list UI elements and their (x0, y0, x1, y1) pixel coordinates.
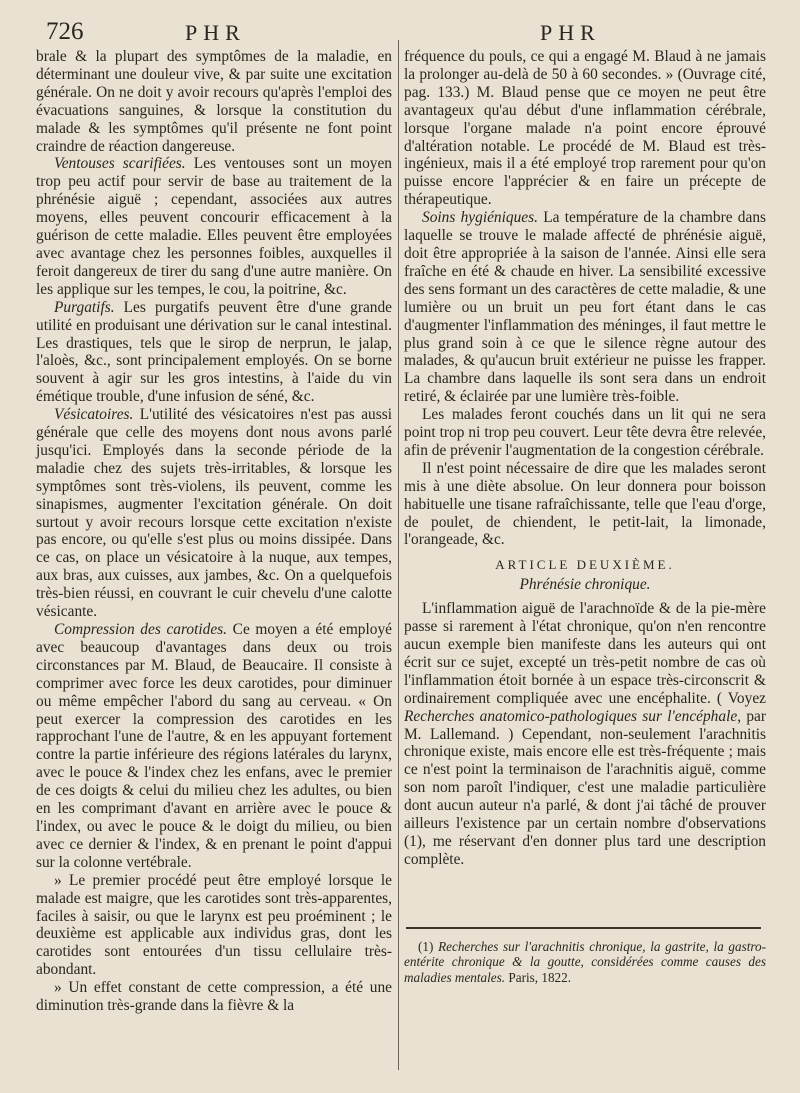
article-heading: ARTICLE DEUXIÈME. (495, 557, 675, 573)
paragraph-text: L'utilité des vésicatoires n'est pas aussi générale que celle des moyens dont nous avons parlé jusqu'ici. Employés dans la seconde période de la maladie chez des sujets très-irritables, & lorsque les symptômes sont très-violens, ils peuvent, comme les sinapismes, augmenter l'excitation générale. On doit surtout y avoir recours lorsque cette excitation n'existe pas encore, ou qu'elle s'est plus ou moins dissipée. Dans ce cas, on place un vésicatoire à la nuque, aux tempes, aux bras, aux cuisses, aux jambes, &c. On a quelquefois très-bien réussi, en couvrant le cuir chevelu d'une calotte vésicante. (36, 406, 392, 621)
paragraph-text: La température de la chambre dans laquelle se trouve le malade affecté de phrénésie aiguë, doit être appropriée à la saison de l'année. Ainsi elle sera fraîche en été & chaude en hiver. La sensibilité excessive des sens formant un des caractères de cette maladie, & une lumière ou un bruit un peu fort étant dans le cas d'augmenter l'inflammation des méninges, il faut mettre le plus grand soin à ce que le silence règne autour des malades, & qu'aucun bruit extérieur ne puisse les frapper. La chambre dans laquelle ils sont sera dans un endroit retiré, & éclairée par une lumière très-foible. (404, 209, 766, 406)
paragraph-vesicatoires (36, 406, 392, 621)
footnote (404, 939, 766, 986)
paragraph-ventouses (36, 155, 392, 298)
paragraph-quote-effet: » Un effet constant de cette compression, a été une diminution très-grande dans la fièvre & la (36, 979, 392, 1015)
paragraph-chronique (404, 600, 766, 869)
article-subtitle: Phrénésie chronique. (519, 576, 651, 594)
section-label-soins: Soins hygiéniques. (422, 209, 538, 227)
left-column (36, 48, 392, 1015)
running-header (0, 18, 800, 48)
section-label-vesicatoires: Vésicatoires. (54, 406, 134, 424)
paragraph-text: Les purgatifs peuvent être d'une grande utilité en produisant une dérivation sur le canal intestinal. Les drastiques, tels que le sirop de nerprun, le jalap, l'aloès, &c., sont principalement employés. On se borne souvent à agir sur les gros intestins, à l'aide du vin émétique trouble, d'une infusion de séné, &c. (36, 298, 392, 406)
footnote-tail: Paris, 1822. (505, 969, 572, 985)
section-label-purgatifs: Purgatifs. (54, 298, 115, 316)
paragraph-continuation: brale & la plupart des symptômes de la maladie, en déterminant une douleur vive, & par suite une excitation générale. On ne doit y avoir recours qu'après l'emploi des évacuations sanguines, & lorsque la constitution du malade & les symptômes qu'il présente ne font point craindre de réaction dangereuse. (36, 48, 392, 155)
footnote-mark: (1) (418, 938, 439, 954)
paragraph-malades-couches: Les malades feront couchés dans un lit qui ne sera point trop ni trop peu couvert. Leur tête devra être relevée, afin de prévenir l'augmentation de la congestion cérébrale. (404, 406, 766, 459)
paragraph-text: , par M. Lallemand. ) Cependant, non-seulement l'arachnitis chronique existe, mais encore elle est très-fréquente ; mais ce n'est point la terminaison de l'arachnitis aiguë, comme son nom paroît l'indiquer, c'est une maladie particulière dont aucun auteur n'a parlé, & dont j'ai tâché de prouver ailleurs l'existence par un certain nombre d'observations (1), me réservant d'en donner plus tard une description complète. (404, 707, 766, 868)
section-label-ventouses: Ventouses scarifiées. (54, 155, 186, 173)
paragraph-continuation: fréquence du pouls, ce qui a engagé M. Blaud à ne jamais la prolonger au-delà de 50 à 60 secondes. » (Ouvrage cité, pag. 133.) M. Blaud pense que ce moyen ne peut être avantageux qu'au début d'une inflammation cérébrale, lorsque l'organe malade n'a point encore éprouvé d'altération notable. Le procédé de M. Blaud est très-ingénieux, mais il a été employé trop rarement pour qu'on puisse encore l'apprécier & en faire un précepte de thérapeutique. (404, 48, 766, 209)
header-title-right: PHR (540, 20, 601, 45)
paragraph-text: Ce moyen a été employé avec beaucoup d'avantages dans deux ou trois circonstances par M. Blaud, de Beaucaire. Il consiste à comprimer avec force les deux carotides, pour diminuer ou même empêcher l'abord du sang au cerveau. « On peut exercer la compression des carotides en les rapprochant l'une de l'autre, & en les appuyant fortement contre la partie inférieure des régions latérales du larynx, avec le pouce & l'index chez les enfans, avec le premier de ces doigts & celui du milieu chez les adultes, ou bien en les comprimant d'avant en arrière avec le pouce & l'index, ou avec le pouce & le doigt du milieu, ou bien avec ce dernier & l'index, & en prenant le point d'appui sur la colonne vertébrale. (36, 621, 392, 871)
paragraph-soins (404, 209, 766, 406)
paragraph-text: L'inflammation aiguë de l'arachnoïde & de la pie-mère passe si rarement à l'état chronique, qu'on n'en rencontre aucun exemple bien manifeste dans les auteurs qui ont écrit sur ce sujet, excepté un très-petit nombre de cas où l'inflammation étoit bornée à un espace très-circonscrit & ordinairement compliquée avec une encéphalite. ( Voyez (404, 600, 766, 707)
cited-work-title: Recherches anatomico-pathologiques sur l'encéphale (404, 707, 738, 725)
paragraph-text: Les ventouses sont un moyen trop peu actif pour servir de base au traitement de la phrénésie aiguë ; cependant, associées aux autres moyens, elles peuvent concourir efficacement à la guérison de cette maladie. Elles peuvent être employées avec avantage chez les personnes foibles, auxquelles il feroit dangereux de tirer du sang d'une autre manière. On les applique sur les tempes, le cou, la poitrine, &c. (36, 155, 392, 298)
column-divider (398, 40, 399, 1070)
section-label-compression: Compression des carotides. (54, 621, 228, 638)
header-title-left: PHR (185, 20, 246, 45)
page-number: 726 (46, 18, 84, 45)
paragraph-compression (36, 621, 392, 872)
paragraph-diete: Il n'est point nécessaire de dire que les malades seront mis à une diète absolue. On leur donnera pour boisson habituelle une tisane rafraîchissante, telle que l'eau d'orge, de poulet, de chiendent, le petit-lait, la limonade, l'orangeade, &c. (404, 459, 766, 549)
right-column (404, 48, 766, 985)
paragraph-quote-procedes: » Le premier procédé peut être employé lorsque le malade est maigre, que les carotides sont très-apparentes, faciles à saisir, ou que le larynx est peu proéminent ; le deuxième est applicable aux individus gras, dont les carotides sont entourées d'un tissu cellulaire très-abondant. (36, 871, 392, 979)
footnote-rule (406, 927, 761, 929)
paragraph-purgatifs (36, 299, 392, 406)
footnote-title: Recherches sur l'arachnitis chronique, la gastrite, la gastro-entérite chronique & la goutte, considérées comme causes des maladies mentales. (404, 938, 766, 985)
